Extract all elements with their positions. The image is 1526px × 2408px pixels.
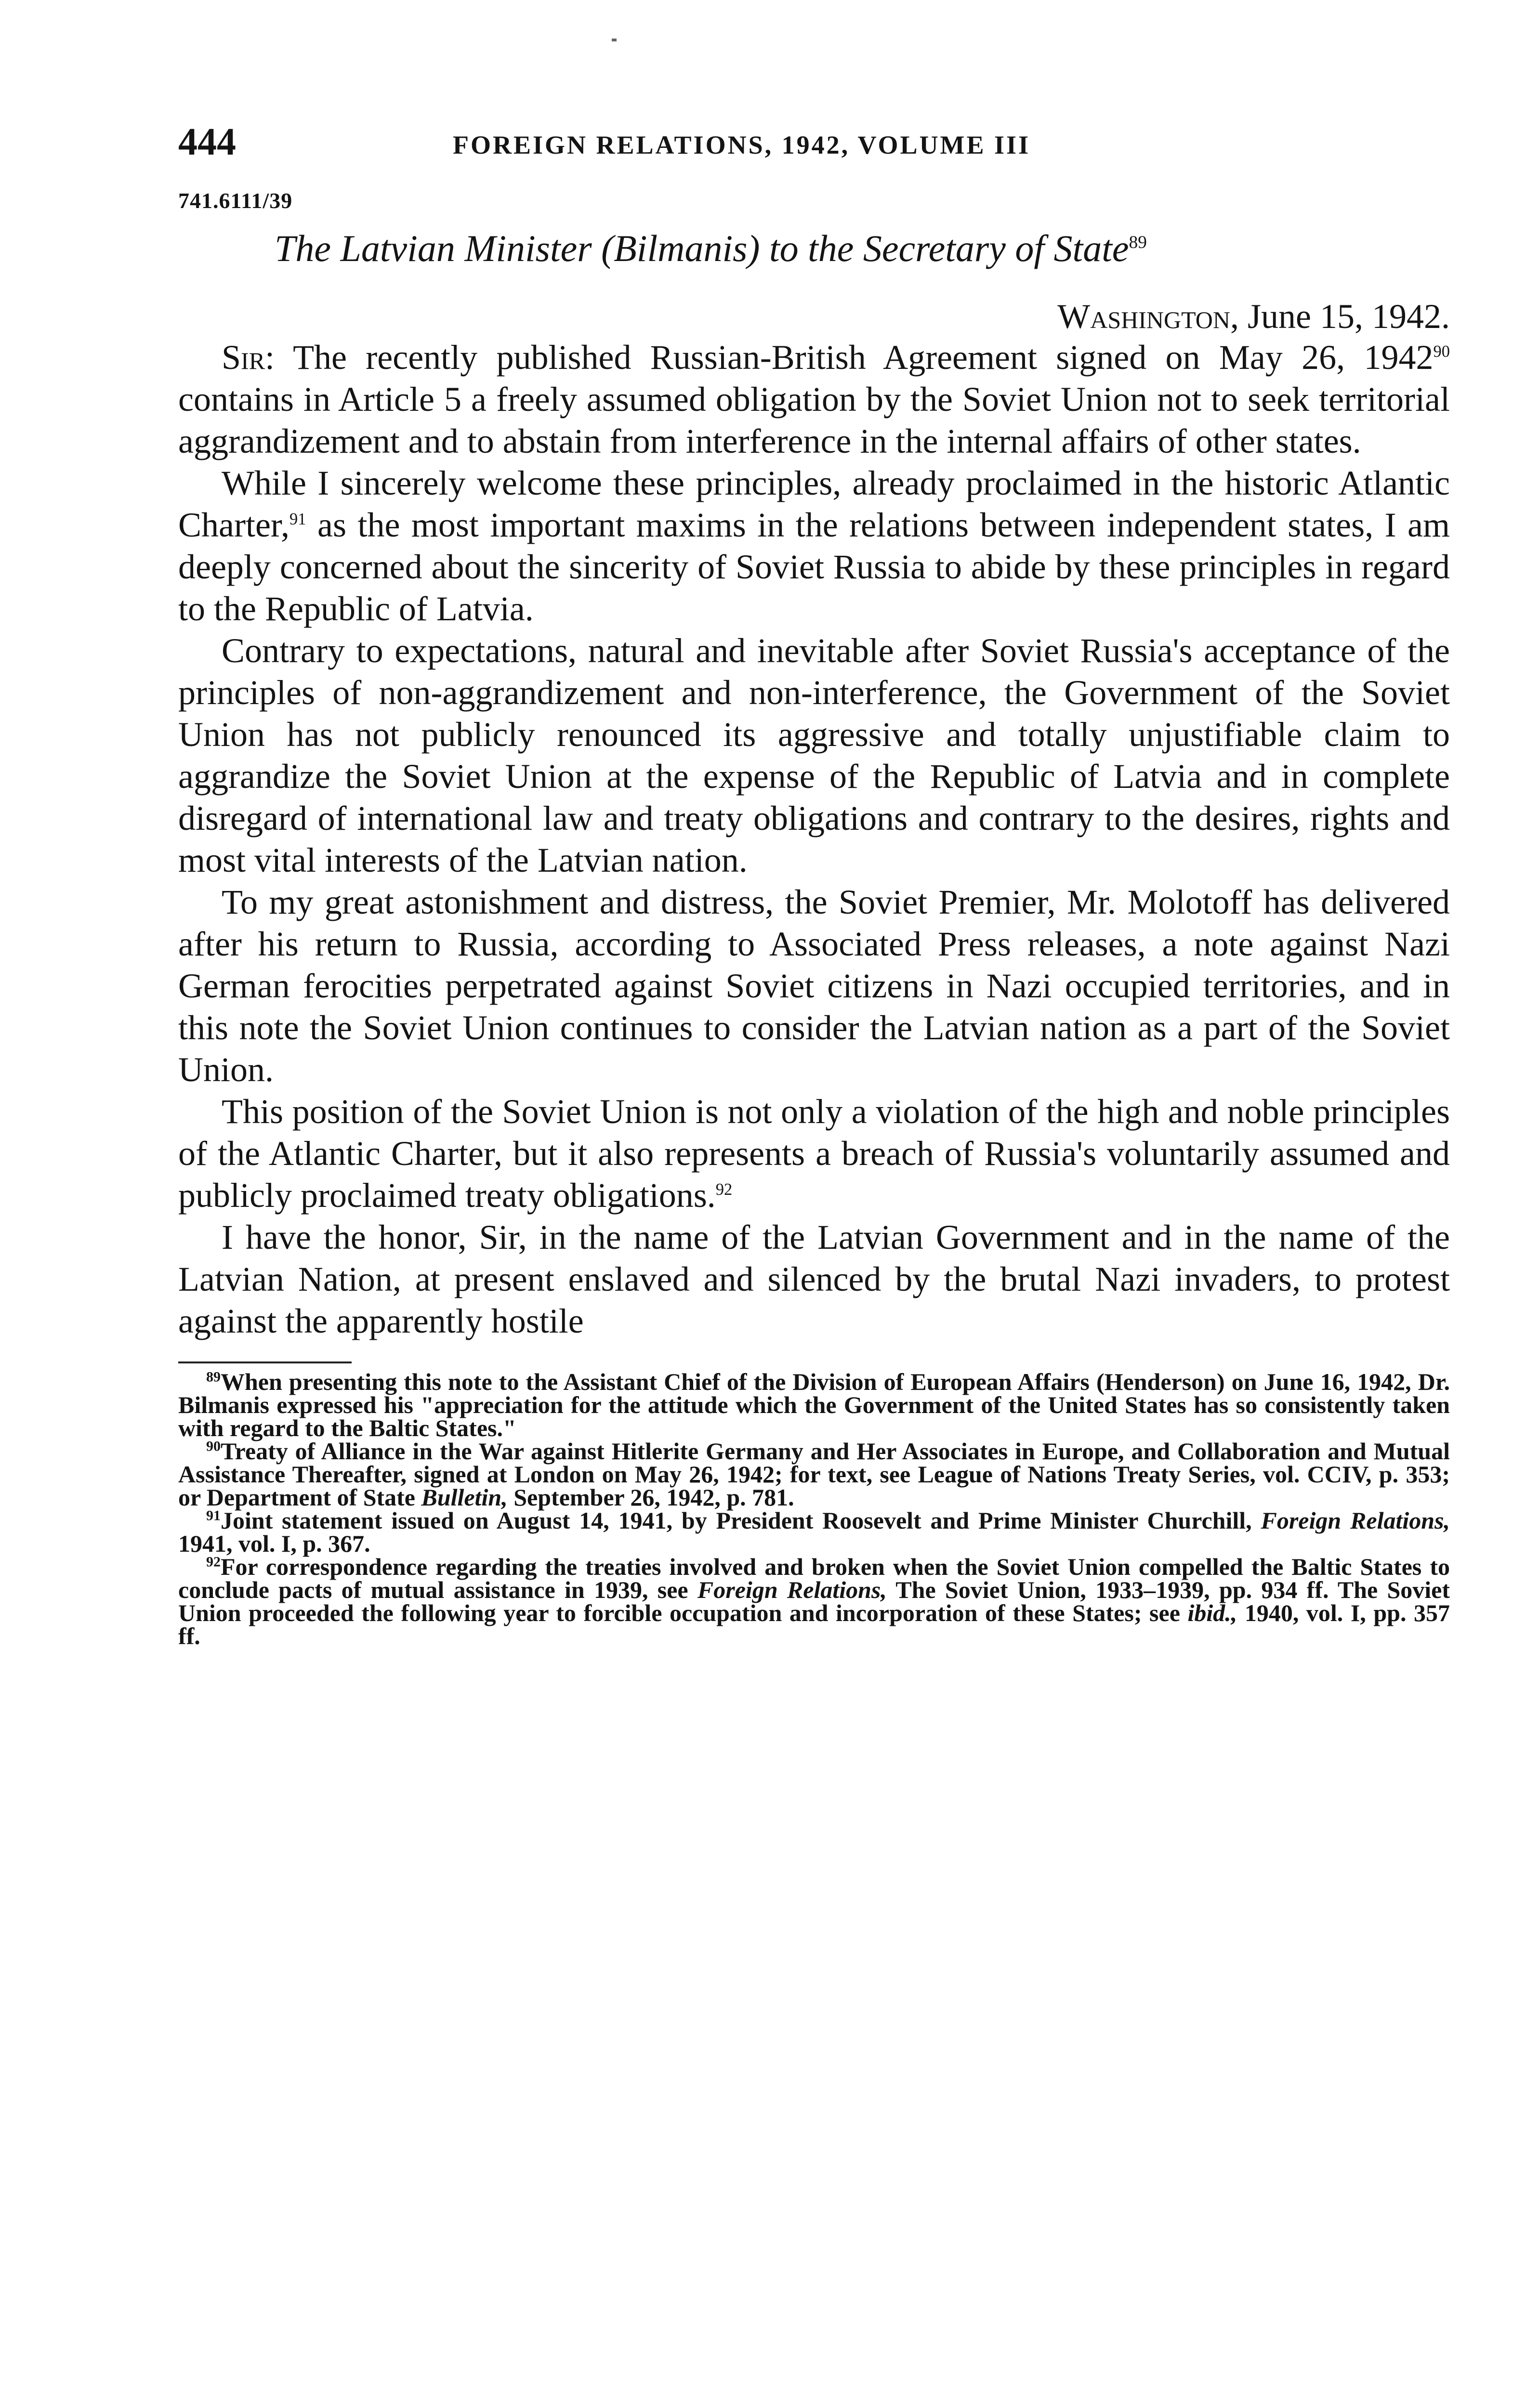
footnote-91 xyxy=(178,1509,1450,1555)
letter-body xyxy=(178,337,1450,1342)
footnote-89 xyxy=(178,1370,1450,1440)
footnote-92-text-b: The Soviet Union, 1933–1939, pp. 934 ff. The Soviet Union proceeded the following year to forcible occupation and incorporation of these States; see xyxy=(178,1576,1450,1626)
salutation: Sir: xyxy=(222,338,275,377)
scan-speck xyxy=(612,39,617,41)
running-title: FOREIGN RELATIONS, 1942, VOLUME III xyxy=(453,131,1031,159)
footnote-92-italic: Foreign Relations, xyxy=(697,1576,887,1603)
paragraph-1 xyxy=(178,337,1450,462)
page-number: 444 xyxy=(178,121,236,163)
footnote-ref-92[interactable]: 92 xyxy=(715,1180,733,1199)
footnote-91-text-b: 1941, vol. I, p. 367. xyxy=(178,1530,370,1557)
footnote-90 xyxy=(178,1440,1450,1509)
footnote-90-mark: 90 xyxy=(206,1438,221,1454)
running-header xyxy=(178,111,1450,183)
footnote-92 xyxy=(178,1555,1450,1648)
dateline-place: Washington, xyxy=(1057,297,1239,336)
paragraph-5-text: This position of the Soviet Union is not only a violation of the high and noble principles of the Atlantic Charter, but it also represents a breach of Russia's voluntarily assumed and publicly proclaimed treaty obligations. xyxy=(178,1092,1450,1215)
footnote-90-italic: Bulletin, xyxy=(421,1484,508,1511)
paragraph-3: Contrary to expectations, natural and inevitable after Soviet Russia's acceptance of the principles of non-aggrandizement and non-interference, the Government of the Soviet Union has not publicly renounced its aggressive and totally unjustifiable claim to aggrandize the Soviet Union at the expense of the Republic of Latvia and in complete disregard of international law and treaty obligations and contrary to the desires, rights and most vital interests of the Latvian nation. xyxy=(178,631,1450,879)
footnote-92-text-c: 1940, vol. I, pp. 357 ff. xyxy=(178,1599,1450,1649)
paragraph-5 xyxy=(178,1091,1450,1217)
paragraph-1-text-a: The recently published Russian-British Agreement signed on May 26, 1942 xyxy=(293,338,1434,377)
footnote-92-italic-ibid: ibid., xyxy=(1187,1599,1237,1626)
paragraph-1-text-b: contains in Article 5 a freely assumed obligation by the Soviet Union not to seek territorial aggrandizement and to abstain from interference in the internal affairs of other states. xyxy=(178,380,1450,460)
footnote-92-mark: 92 xyxy=(206,1554,221,1570)
dateline xyxy=(178,297,1450,337)
footnote-ref-89[interactable]: 89 xyxy=(1129,233,1147,252)
footnote-92-text-a: For correspondence regarding the treaties involved and broken when the Soviet Union compelled the Baltic States to conclude pacts of mutual assistance in 1939, see xyxy=(178,1553,1450,1603)
footnote-90-text-b: September 26, 1942, p. 781. xyxy=(513,1484,794,1511)
document-title xyxy=(275,227,1450,270)
footnote-89-text: When presenting this note to the Assistant Chief of the Division of European Affairs (Henderson) on June 16, 1942, Dr. Bilmanis expressed his "appreciation for the attitude which the Government of the United States has so consistently taken with regard to the Baltic States." xyxy=(178,1368,1450,1441)
paragraph-2-text-a: While I sincerely welcome these principles, already proclaimed in the historic Atlantic Charter, xyxy=(178,464,1450,544)
paragraph-2 xyxy=(178,462,1450,630)
paragraph-4: To my great astonishment and distress, the Soviet Premier, Mr. Molotoff has delivered after his return to Russia, according to Associated Press releases, a note against Nazi German ferocities perpetrated against Soviet citizens in Nazi occupied territories, and in this note the Soviet Union continues to consider the Latvian nation as a part of the Soviet Union. xyxy=(178,883,1450,1089)
footnote-91-text-a: Joint statement issued on August 14, 1941, by President Roosevelt and Prime Minister Churchill, xyxy=(221,1507,1252,1534)
paragraph-2-text-b: as the most important maxims in the relations between independent states, I am deeply concerned about the sincerity of Soviet Russia to abide by these principles in regard to the Republic of Latvia. xyxy=(178,506,1450,628)
footnote-89-mark: 89 xyxy=(206,1369,221,1385)
footnote-90-text-a: Treaty of Alliance in the War against Hitlerite Germany and Her Associates in Europe, and Collaboration and Mutual Assistance Thereafter, signed at London on May 26, 1942; for text, see League of Nations Treaty Series, vol. CCIV, p. 353; or Department of State xyxy=(178,1438,1450,1511)
dateline-date: June 15, 1942. xyxy=(1248,297,1450,336)
footnote-ref-91[interactable]: 91 xyxy=(289,510,306,528)
footnote-91-mark: 91 xyxy=(206,1507,221,1524)
footnote-91-italic: Foreign Relations, xyxy=(1261,1507,1450,1534)
file-number: 741.6111/39 xyxy=(178,188,293,213)
paragraph-6: I have the honor, Sir, in the name of the Latvian Government and in the name of the Latvian Nation, at present enslaved and silenced by the brutal Nazi invaders, to protest against the apparently hostile xyxy=(178,1218,1450,1340)
footnote-divider xyxy=(178,1361,352,1363)
footnote-ref-90[interactable]: 90 xyxy=(1433,342,1450,361)
footnotes xyxy=(178,1370,1450,1648)
document-page xyxy=(178,111,1450,2408)
document-title-text: The Latvian Minister (Bilmanis) to the Secretary of State xyxy=(275,227,1129,269)
